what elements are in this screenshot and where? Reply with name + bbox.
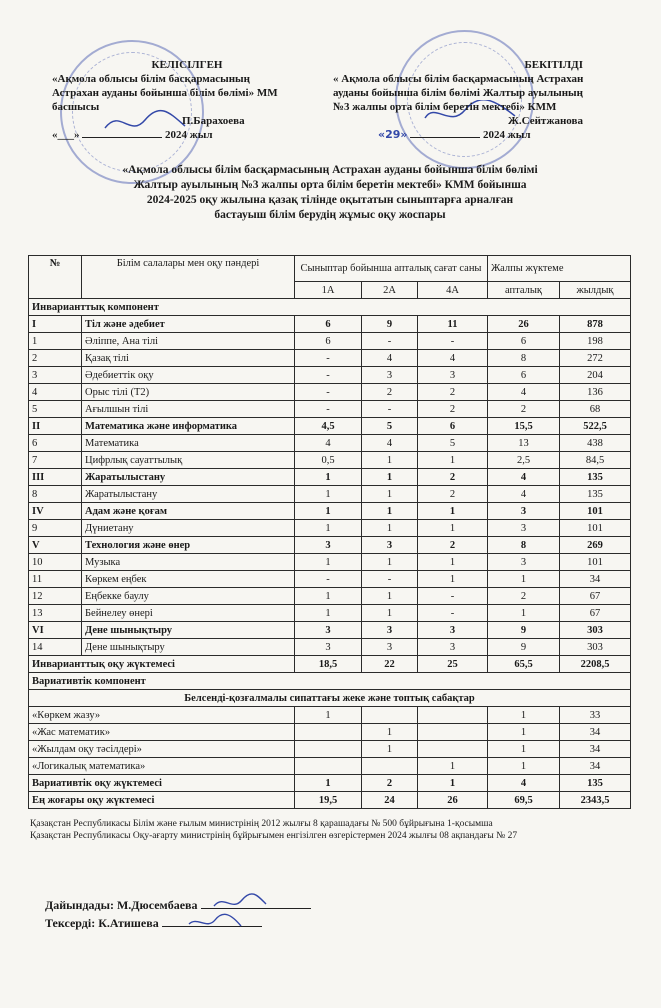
table-row (29, 707, 631, 724)
table-row (29, 571, 631, 588)
row-value: 15,5 (488, 418, 560, 435)
row-value: 1 (295, 588, 362, 605)
table-row (29, 741, 631, 758)
row-value: 272 (560, 350, 631, 367)
row-name: «Жылдам оқу тәсілдері» (29, 741, 295, 758)
row-value: - (418, 588, 488, 605)
row-value: 1 (362, 605, 418, 622)
row-value: 3 (362, 537, 418, 554)
row-number: 9 (29, 520, 82, 537)
row-value: 3 (418, 622, 488, 639)
row-name: Әдебиеттік оқу (82, 367, 295, 384)
row-name: Көркем еңбек (82, 571, 295, 588)
row-value: 6 (295, 333, 362, 350)
row-value (418, 741, 488, 758)
row-value: 8 (488, 350, 560, 367)
row-value: 1 (295, 707, 362, 724)
row-value: 26 (488, 316, 560, 333)
row-value: 2 (418, 469, 488, 486)
row-value: 22 (362, 656, 418, 673)
table-row (29, 503, 631, 520)
row-name: Жаратылыстану (82, 486, 295, 503)
row-value (418, 724, 488, 741)
row-number: 6 (29, 435, 82, 452)
row-value: - (295, 401, 362, 418)
row-value: 4 (418, 350, 488, 367)
row-number: II (29, 418, 82, 435)
row-value: 522,5 (560, 418, 631, 435)
row-value: 25 (418, 656, 488, 673)
row-value: 3 (418, 367, 488, 384)
footnote: Қазақстан Республикасы Білім және ғылым министрінің 2012 жылғы 8 қарашадағы № 500 бұйрығына 1-қосымша (30, 819, 493, 829)
row-value: 438 (560, 435, 631, 452)
approval-left-line: Астрахан ауданы бойынша білім бөлімі» ММ (52, 87, 278, 99)
table-row (29, 367, 631, 384)
row-name: Технология және өнер (82, 537, 295, 554)
header-total-weekly: апталық (488, 282, 560, 299)
row-name: «Көркем жазу» (29, 707, 295, 724)
row-value: 1 (488, 724, 560, 741)
row-value: 204 (560, 367, 631, 384)
row-value: 2 (362, 775, 418, 792)
row-value: 1 (418, 571, 488, 588)
row-name: Бейнелеу өнері (82, 605, 295, 622)
table-row (29, 673, 631, 690)
approval-right (333, 58, 633, 142)
row-value: 1 (295, 503, 362, 520)
approval-right-date: 2024 жыл (483, 129, 531, 141)
row-number: 12 (29, 588, 82, 605)
row-value: 1 (488, 707, 560, 724)
row-value: 3 (362, 639, 418, 656)
row-value (295, 724, 362, 741)
table-row (29, 316, 631, 333)
row-value: 1 (362, 520, 418, 537)
row-name: Ағылшын тілі (82, 401, 295, 418)
row-number: 3 (29, 367, 82, 384)
row-value: 2 (418, 384, 488, 401)
row-value: 3 (418, 639, 488, 656)
row-value: 198 (560, 333, 631, 350)
row-value: 84,5 (560, 452, 631, 469)
table-row (29, 690, 631, 707)
table-row (29, 724, 631, 741)
row-number: 13 (29, 605, 82, 622)
row-value: - (362, 571, 418, 588)
approval-right-heading: БЕКІТІЛДІ (524, 59, 583, 71)
row-number: IV (29, 503, 82, 520)
title-line: 2024-2025 оқу жылына қазақ тілінде оқытатын сыныптарға арналған (146, 194, 514, 206)
table-row (29, 622, 631, 639)
row-number: 8 (29, 486, 82, 503)
table-row (29, 639, 631, 656)
row-value: 9 (488, 622, 560, 639)
row-value: 3 (362, 367, 418, 384)
header-class: 4А (418, 282, 488, 299)
row-value: 101 (560, 520, 631, 537)
row-value: 5 (362, 418, 418, 435)
row-name: Дене шынықтыру (82, 639, 295, 656)
approval-right-date-day: «29» (378, 128, 408, 141)
variative-sub-label: Белсенді-қозғалмалы сипаттағы жеке және топтық сабақтар (29, 690, 631, 707)
row-value: 9 (488, 639, 560, 656)
row-value: 1 (488, 741, 560, 758)
row-value: 303 (560, 622, 631, 639)
row-value: - (295, 350, 362, 367)
prepared-by (45, 898, 311, 913)
row-value (418, 707, 488, 724)
table-row (29, 418, 631, 435)
table-row (29, 469, 631, 486)
approval-left (52, 58, 322, 142)
row-number: 2 (29, 350, 82, 367)
prepared-name: М.Дюсембаева (116, 898, 198, 912)
table-row (29, 350, 631, 367)
row-value: 2 (488, 588, 560, 605)
table-row (29, 656, 631, 673)
approval-right-name: Ж.Сейтжанова (508, 115, 583, 127)
row-value: 4,5 (295, 418, 362, 435)
approval-left-line: «Ақмола облысы білім басқармасының (52, 73, 250, 85)
row-value: 1 (295, 520, 362, 537)
row-value: 3 (488, 520, 560, 537)
row-value: 34 (560, 741, 631, 758)
row-value: 101 (560, 503, 631, 520)
footnote: Қазақстан Республикасы Оқу-ағарту министрінің бұйрығымен енгізілген өзгерістермен 2024 жылғы 08 ақпандағы № 27 (30, 831, 518, 841)
row-value: 135 (560, 775, 631, 792)
approval-right-line: « Ақмола облысы білім басқармасының Астрахан (333, 73, 584, 85)
row-number: 1 (29, 333, 82, 350)
table-row (29, 486, 631, 503)
row-value: 1 (295, 469, 362, 486)
row-value: 1 (362, 452, 418, 469)
row-value: 1 (488, 758, 560, 775)
row-value: 1 (362, 469, 418, 486)
row-value: 11 (418, 316, 488, 333)
header-class: 2А (362, 282, 418, 299)
row-value: 269 (560, 537, 631, 554)
row-value: 4 (488, 469, 560, 486)
row-number: 14 (29, 639, 82, 656)
row-name: Цифрлық сауаттылық (82, 452, 295, 469)
row-value: 1 (362, 486, 418, 503)
row-value: 67 (560, 588, 631, 605)
row-value: 1 (418, 520, 488, 537)
row-value: 1 (418, 758, 488, 775)
prepared-label: Дайындады: (45, 898, 114, 912)
table-row (29, 452, 631, 469)
row-name: Математика және информатика (82, 418, 295, 435)
row-value: 1 (418, 452, 488, 469)
row-number: VI (29, 622, 82, 639)
row-value: - (418, 605, 488, 622)
row-value: 1 (362, 741, 418, 758)
approval-left-heading: КЕЛІСІЛГЕН (151, 59, 223, 71)
approval-right-line: №3 жалпы орта білім беретін мектебі» КММ (333, 101, 557, 113)
row-number: III (29, 469, 82, 486)
row-value: 6 (488, 367, 560, 384)
table-row (29, 401, 631, 418)
row-value: - (295, 367, 362, 384)
row-number: V (29, 537, 82, 554)
row-value: 1 (295, 605, 362, 622)
header-subject: Білім салалары мен оқу пәндері (82, 256, 295, 299)
row-name: «Логикалық математика» (29, 758, 295, 775)
row-value: 3 (295, 622, 362, 639)
table-row (29, 537, 631, 554)
row-value: 4 (488, 775, 560, 792)
row-value: 1 (295, 486, 362, 503)
row-value: 1 (418, 775, 488, 792)
row-value: 2 (418, 401, 488, 418)
row-name: Дүниетану (82, 520, 295, 537)
row-value: 26 (418, 792, 488, 809)
row-number: 4 (29, 384, 82, 401)
row-name: Әліппе, Ана тілі (82, 333, 295, 350)
table-row (29, 435, 631, 452)
row-value: 3 (295, 639, 362, 656)
row-value: 24 (362, 792, 418, 809)
checked-label: Тексерді: (45, 916, 96, 930)
approval-left-date-prefix: «___» (52, 129, 80, 141)
signature-prepared (210, 892, 270, 914)
row-number: I (29, 316, 82, 333)
row-value: 18,5 (295, 656, 362, 673)
row-value: 1 (295, 554, 362, 571)
table-row (29, 605, 631, 622)
row-value: 67 (560, 605, 631, 622)
document-title (40, 163, 620, 223)
row-value: 2208,5 (560, 656, 631, 673)
row-value: 9 (362, 316, 418, 333)
row-value: - (295, 384, 362, 401)
row-value: 2,5 (488, 452, 560, 469)
row-value: 136 (560, 384, 631, 401)
row-name: Инварианттық оқу жүктемесі (29, 656, 295, 673)
curriculum-table (28, 255, 631, 809)
row-value: 1 (362, 588, 418, 605)
row-number: 7 (29, 452, 82, 469)
table-row (29, 333, 631, 350)
row-value: 4 (362, 350, 418, 367)
row-value: 1 (488, 605, 560, 622)
row-value (362, 707, 418, 724)
row-value: 4 (295, 435, 362, 452)
row-value: 101 (560, 554, 631, 571)
row-name: Математика (82, 435, 295, 452)
table-row (29, 758, 631, 775)
row-value: 4 (488, 486, 560, 503)
row-value: 8 (488, 537, 560, 554)
approval-left-line: басшысы (52, 101, 100, 113)
row-value: 1 (418, 503, 488, 520)
row-name: Жаратылыстану (82, 469, 295, 486)
row-value: 3 (295, 537, 362, 554)
row-value (295, 741, 362, 758)
row-value: 303 (560, 639, 631, 656)
row-value: 34 (560, 724, 631, 741)
title-line: «Ақмола облысы білім басқармасының Астрахан ауданы бойынша білім бөлімі (122, 164, 538, 176)
row-value: 135 (560, 469, 631, 486)
row-value: 1 (362, 554, 418, 571)
row-value (295, 758, 362, 775)
row-value: 2 (488, 401, 560, 418)
table-row (29, 775, 631, 792)
row-value: 0,5 (295, 452, 362, 469)
header-weekly: Сыныптар бойынша апталық сағат саны (295, 256, 488, 282)
variative-component-label: Вариативтік компонент (29, 673, 631, 690)
approval-right-line: ауданы бойынша білім бөлімі Жалтыр ауылының (333, 87, 583, 99)
approval-left-date: 2024 жыл (165, 129, 213, 141)
row-value: - (362, 333, 418, 350)
row-value: 6 (295, 316, 362, 333)
row-value: 34 (560, 758, 631, 775)
row-value: 6 (418, 418, 488, 435)
checked-name: К.Атишева (98, 916, 159, 930)
row-value: 34 (560, 571, 631, 588)
row-name: Вариативтік оқу жүктемесі (29, 775, 295, 792)
header-total: Жалпы жүктеме (488, 256, 631, 282)
row-value: 69,5 (488, 792, 560, 809)
row-value: - (418, 333, 488, 350)
row-number: 11 (29, 571, 82, 588)
row-value: - (362, 401, 418, 418)
row-value: 135 (560, 486, 631, 503)
row-name: Дене шынықтыру (82, 622, 295, 639)
row-number: 10 (29, 554, 82, 571)
row-name: Еңбекке баулу (82, 588, 295, 605)
row-value: 65,5 (488, 656, 560, 673)
row-value: 6 (488, 333, 560, 350)
row-name: Музыка (82, 554, 295, 571)
row-name: Адам және қоғам (82, 503, 295, 520)
row-value: 4 (362, 435, 418, 452)
header-class: 1А (295, 282, 362, 299)
table-row (29, 554, 631, 571)
table-row (29, 384, 631, 401)
title-line: бастауыш білім берудің жұмыс оқу жоспары (214, 209, 446, 221)
row-value: 68 (560, 401, 631, 418)
row-value: 3 (488, 503, 560, 520)
header-total-yearly: жылдық (560, 282, 631, 299)
row-name: «Жас математик» (29, 724, 295, 741)
signature-checked (185, 912, 245, 934)
row-value: 2 (362, 384, 418, 401)
row-value: 4 (488, 384, 560, 401)
row-value: 2343,5 (560, 792, 631, 809)
row-value: 19,5 (295, 792, 362, 809)
row-value: 1 (488, 571, 560, 588)
table-row (29, 588, 631, 605)
row-name: Қазақ тілі (82, 350, 295, 367)
row-value: 1 (295, 775, 362, 792)
row-value (362, 758, 418, 775)
header-number: № (29, 256, 82, 299)
row-name: Орыс тілі (Т2) (82, 384, 295, 401)
invariant-component-label: Инварианттық компонент (29, 299, 631, 316)
row-name: Ең жоғары оқу жүктемесі (29, 792, 295, 809)
row-value: 878 (560, 316, 631, 333)
row-value: 2 (418, 486, 488, 503)
title-line: Жалтыр ауылының №3 жалпы орта білім беретін мектебі» КММ бойынша (133, 179, 527, 191)
row-value: 2 (418, 537, 488, 554)
row-number: 5 (29, 401, 82, 418)
row-value: 5 (418, 435, 488, 452)
approval-left-name: П.Барахоева (182, 115, 245, 127)
table-row (29, 520, 631, 537)
row-value: 3 (488, 554, 560, 571)
row-name: Тіл және әдебиет (82, 316, 295, 333)
row-value: - (295, 571, 362, 588)
row-value: 1 (362, 503, 418, 520)
row-value: 1 (418, 554, 488, 571)
table-row (29, 792, 631, 809)
row-value: 33 (560, 707, 631, 724)
row-value: 3 (362, 622, 418, 639)
row-value: 13 (488, 435, 560, 452)
row-value: 1 (362, 724, 418, 741)
